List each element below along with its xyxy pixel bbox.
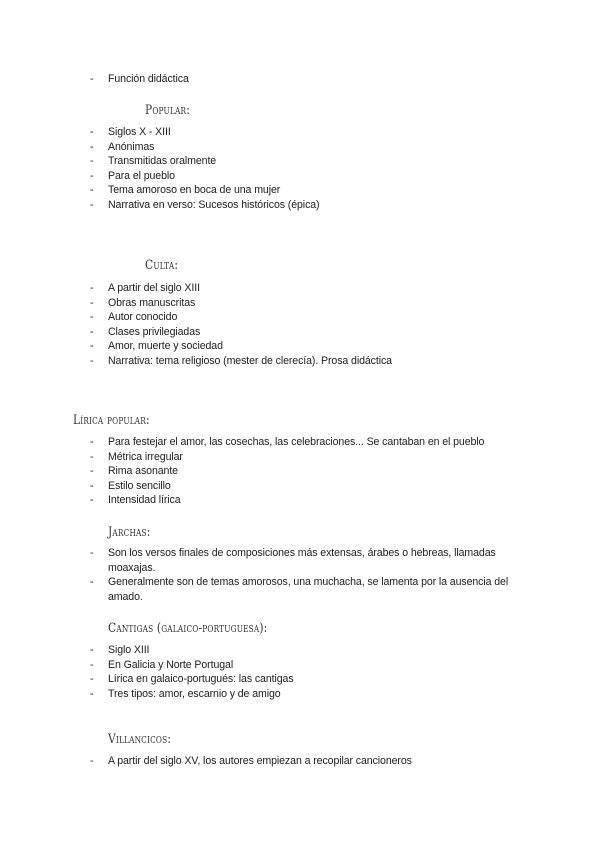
list-item: - Estilo sencillo — [90, 479, 530, 494]
list-item: - A partir del siglo XV, los autores empiezan a recopilar cancioneros — [90, 754, 530, 769]
list-item: - Clases privilegiadas — [90, 325, 530, 340]
list-item: - Anónimas — [90, 140, 530, 155]
list-item: - Transmitidas oralmente — [90, 154, 530, 169]
popular-list — [90, 125, 530, 213]
list-item: - Tres tipos: amor, escarnio y de amigo — [90, 687, 530, 702]
cantigas-list — [90, 643, 530, 701]
list-item: - Para festejar el amor, las cosechas, las celebraciones... Se cantaban en el pueblo — [90, 435, 530, 450]
list-item: - Métrica irregular — [90, 450, 530, 465]
list-item: - Amor, muerte y sociedad — [90, 339, 530, 354]
list-item: - En Galicia y Norte Portugal — [90, 658, 530, 673]
villancicos-list — [90, 754, 530, 769]
list-item: - Siglos X - XIII — [90, 125, 530, 140]
list-item: - Obras manuscritas — [90, 296, 530, 311]
list-item: - Generalmente son de temas amorosos, una muchacha, se lamenta por la ausencia del amado. — [90, 575, 530, 604]
list-item: - Intensidad lírica — [90, 493, 530, 508]
list-item: - Narrativa en verso: Sucesos históricos (épica) — [90, 198, 530, 213]
list-item: - Para el pueblo — [90, 169, 530, 184]
heading-lirica-popular: Lírica popular: — [73, 413, 150, 428]
culta-list — [90, 281, 530, 369]
list-item: - Narrativa: tema religioso (mester de clerecía). Prosa didáctica — [90, 354, 530, 369]
heading-villancicos: Villancicos: — [108, 732, 172, 747]
jarchas-list — [90, 546, 530, 604]
list-item: - Rima asonante — [90, 464, 530, 479]
list-item: - Lírica en galaico-portugués: las cantigas — [90, 672, 530, 687]
heading-jarchas: Jarchas: — [108, 525, 151, 540]
list-item: - Siglo XIII — [90, 643, 530, 658]
list-item: - Autor conocido — [90, 310, 530, 325]
heading-popular: Popular: — [145, 103, 190, 118]
lirica-list — [90, 435, 530, 508]
heading-culta: Culta: — [145, 258, 179, 273]
intro-list — [90, 72, 530, 87]
list-item: - Función didáctica — [90, 72, 530, 87]
list-item: - Son los versos finales de composiciones más extensas, árabes o hebreas, llamadas moaxajas. — [90, 546, 530, 575]
heading-cantigas: Cantigas (galaico-portuguesa): — [108, 621, 268, 636]
list-item: - Tema amoroso en boca de una mujer — [90, 183, 530, 198]
list-item: - A partir del siglo XIII — [90, 281, 530, 296]
